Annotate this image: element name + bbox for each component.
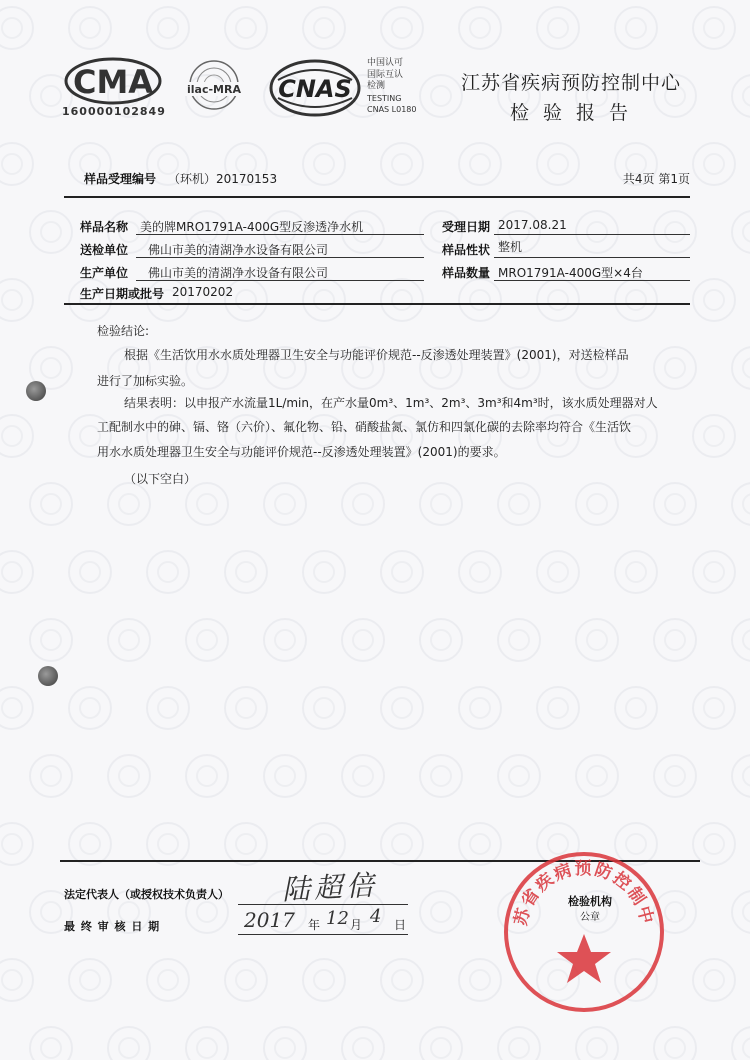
- watermark-emblem: [0, 142, 34, 186]
- watermark-emblem: [263, 754, 307, 798]
- watermark-emblem: [614, 550, 658, 594]
- cnas-caption-line: 国际互认: [367, 69, 404, 80]
- watermark-emblem: [653, 346, 697, 390]
- watermark-emblem: [731, 74, 750, 118]
- cnas-logo: [268, 58, 362, 118]
- watermark-emblem: [419, 482, 463, 526]
- watermark-emblem: [68, 958, 112, 1002]
- watermark-emblem: [341, 1026, 385, 1060]
- seal-caption-line1: 检验机构: [568, 895, 612, 908]
- watermark-emblem: [0, 6, 34, 50]
- official-seal-stamp: [500, 848, 668, 1020]
- cma-number: 160000102849: [62, 105, 166, 118]
- ilac-logo-text: ilac-MRA: [187, 83, 241, 96]
- watermark-emblem: [380, 278, 424, 322]
- watermark-emblem: [419, 754, 463, 798]
- watermark-emblem: [575, 754, 619, 798]
- watermark-emblem: [653, 754, 697, 798]
- watermark-emblem: [653, 210, 697, 254]
- watermark-emblem: [692, 550, 736, 594]
- watermark-emblem: [380, 686, 424, 730]
- watermark-emblem: [302, 958, 346, 1002]
- sender-label: 送检单位: [80, 243, 129, 257]
- watermark-emblem: [653, 482, 697, 526]
- watermark-emblem: [575, 210, 619, 254]
- watermark-emblem: [653, 618, 697, 662]
- watermark-emblem: [653, 1026, 697, 1060]
- watermark-emblem: [458, 6, 502, 50]
- review-date-month-suffix: 月: [350, 918, 363, 932]
- watermark-emblem: [107, 754, 151, 798]
- watermark-emblem: [731, 754, 750, 798]
- watermark-emblem: [458, 958, 502, 1002]
- watermark-emblem: [692, 278, 736, 322]
- conclusion-text: 工配制水中的砷、镉、铬（六价）、氟化物、铅、硝酸盐氮、氯仿和四氯化碳的去除率均符合《生活饮: [97, 420, 632, 434]
- blank-note: （以下空白）: [124, 472, 197, 486]
- watermark-emblem: [302, 6, 346, 50]
- page-info: 共4页 第1页: [622, 172, 690, 186]
- divider-sample-info: [64, 303, 690, 305]
- watermark-emblem: [497, 754, 541, 798]
- cnas-caption-line: 中国认可: [367, 58, 404, 68]
- watermark-emblem: [341, 482, 385, 526]
- watermark-emblem: [731, 890, 750, 934]
- seal-caption-line2: 公章: [580, 912, 600, 923]
- watermark-emblem: [575, 618, 619, 662]
- cma-logo: [62, 55, 164, 123]
- watermark-emblem: [302, 550, 346, 594]
- quantity-value: MRO1791A-400G型×4台: [498, 266, 643, 280]
- cnas-caption-line: 检测: [367, 81, 386, 91]
- review-date-year: 2017: [244, 908, 295, 932]
- watermark-emblem: [68, 550, 112, 594]
- watermark-emblem: [692, 414, 736, 458]
- watermark-emblem: [458, 278, 502, 322]
- watermark-emblem: [0, 414, 34, 458]
- watermark-emblem: [146, 6, 190, 50]
- watermark-emblem: [575, 482, 619, 526]
- watermark-emblem: [458, 686, 502, 730]
- cma-logo-text: CMA: [72, 63, 154, 101]
- review-date-day: 4: [370, 906, 382, 927]
- watermark-emblem: [107, 1026, 151, 1060]
- cnas-caption-line: CNAS L0180: [367, 105, 417, 114]
- watermark-emblem: [224, 958, 268, 1002]
- watermark-emblem: [263, 482, 307, 526]
- underline: [494, 234, 690, 235]
- legal-rep-label: 法定代表人（或授权技术负责人）: [64, 888, 229, 901]
- producer-label: 生产单位: [80, 266, 129, 280]
- watermark-emblem: [380, 142, 424, 186]
- watermark-emblem: [419, 1026, 463, 1060]
- watermark-emblem: [302, 142, 346, 186]
- nature-label: 样品性状: [442, 243, 491, 257]
- watermark-emblem: [497, 618, 541, 662]
- watermark-emblem: [29, 618, 73, 662]
- watermark-emblem: [68, 6, 112, 50]
- conclusion-text: 进行了加标实验。: [97, 374, 194, 388]
- watermark-emblem: [29, 210, 73, 254]
- watermark-emblem: [614, 6, 658, 50]
- underline: [238, 904, 408, 905]
- watermark-emblem: [497, 482, 541, 526]
- org-name: 江苏省疾病预防控制中心: [460, 72, 681, 94]
- watermark-emblem: [0, 822, 34, 866]
- watermark-emblem: [614, 686, 658, 730]
- watermark-emblem: [380, 6, 424, 50]
- underline: [136, 257, 424, 258]
- watermark-emblem: [0, 550, 34, 594]
- watermark-emblem: [29, 754, 73, 798]
- underline: [136, 280, 424, 281]
- watermark-emblem: [146, 550, 190, 594]
- watermark-emblem: [302, 686, 346, 730]
- watermark-emblem: [692, 958, 736, 1002]
- watermark-emblem: [224, 6, 268, 50]
- divider-top: [64, 196, 690, 198]
- watermark-emblem: [263, 618, 307, 662]
- quantity-label: 样品数量: [442, 266, 491, 280]
- watermark-emblem: [536, 686, 580, 730]
- review-date-label: 最 终 审 核 日 期: [64, 920, 161, 933]
- stamp-text: 苏省疾病预防控制中: [510, 859, 658, 928]
- cnas-caption-line: TESTING: [367, 93, 402, 103]
- watermark-emblem: [68, 686, 112, 730]
- watermark-emblem: [536, 142, 580, 186]
- watermark-emblem: [458, 142, 502, 186]
- underline: [494, 257, 690, 258]
- watermark-emblem: [536, 550, 580, 594]
- watermark-emblem: [692, 142, 736, 186]
- watermark-emblem: [0, 278, 34, 322]
- cnas-logo-text: CNAS: [278, 75, 352, 103]
- watermark-emblem: [419, 618, 463, 662]
- watermark-emblem: [0, 686, 34, 730]
- review-date-month: 12: [326, 908, 349, 929]
- producer-value: 佛山市美的清湖净水设备有限公司: [148, 266, 329, 280]
- watermark-emblem: [692, 686, 736, 730]
- cnas-caption: [367, 58, 431, 116]
- underline: [238, 934, 408, 935]
- watermark-emblem: [380, 958, 424, 1002]
- watermark-emblem: [341, 618, 385, 662]
- watermark-emblem: [107, 618, 151, 662]
- signature: 陆超倍: [281, 868, 379, 907]
- watermark-emblem: [575, 1026, 619, 1060]
- watermark-emblem: [419, 890, 463, 934]
- watermark-emblem: [536, 6, 580, 50]
- watermark-emblem: [0, 958, 34, 1002]
- watermark-emblem: [536, 278, 580, 322]
- watermark-emblem: [263, 1026, 307, 1060]
- underline: [494, 280, 690, 281]
- review-date-day-suffix: 日: [394, 918, 407, 932]
- watermark-emblem: [224, 550, 268, 594]
- conclusion-text: 用水水质处理器卫生安全与功能评价规范--反渗透处理装置》(2001)的要求。: [97, 445, 506, 459]
- conclusion-text: 根据《生活饮用水水质处理器卫生安全与功能评价规范--反渗透处理装置》(2001)，对送检样品: [124, 348, 629, 362]
- watermark-emblem: [29, 1026, 73, 1060]
- batch-value: 20170202: [172, 285, 234, 299]
- underline: [136, 234, 424, 235]
- watermark-emblem: [458, 550, 502, 594]
- receipt-no-value: （环机）20170153: [168, 172, 278, 186]
- accept-date-label: 受理日期: [442, 220, 491, 234]
- binder-hole-bottom: [38, 666, 58, 686]
- watermark-emblem: [146, 686, 190, 730]
- watermark-emblem: [692, 6, 736, 50]
- watermark-emblem: [497, 1026, 541, 1060]
- sample-name-value: 美的牌MRO1791A-400G型反渗透净水机: [140, 220, 364, 234]
- watermark-emblem: [29, 482, 73, 526]
- sample-name-label: 样品名称: [80, 220, 129, 234]
- watermark-emblem: [731, 618, 750, 662]
- watermark-emblem: [614, 278, 658, 322]
- watermark-emblem: [224, 686, 268, 730]
- review-date-year-suffix: 年: [308, 918, 321, 932]
- watermark-emblem: [185, 618, 229, 662]
- accept-date-value: 2017.08.21: [498, 218, 567, 232]
- ilac-mra-logo: [172, 60, 256, 114]
- sender-value: 佛山市美的清湖净水设备有限公司: [148, 243, 329, 257]
- watermark-emblem: [731, 1026, 750, 1060]
- watermark-emblem: [185, 1026, 229, 1060]
- receipt-no-label: 样品受理编号: [84, 172, 157, 186]
- watermark-emblem: [302, 278, 346, 322]
- conclusion-heading: 检验结论:: [97, 324, 150, 338]
- watermark-emblem: [341, 754, 385, 798]
- nature-value: 整机: [498, 240, 523, 254]
- binder-hole-top: [26, 381, 46, 401]
- watermark-emblem: [146, 958, 190, 1002]
- watermark-emblem: [731, 482, 750, 526]
- watermark-emblem: [380, 550, 424, 594]
- watermark-emblem: [185, 754, 229, 798]
- report-title: 检 验 报 告: [509, 102, 633, 124]
- watermark-emblem: [731, 210, 750, 254]
- conclusion-text: 结果表明：以申报产水流量1L/min，在产水量0m³、1m³、2m³、3m³和4m³时，该水质处理器对人: [124, 396, 658, 410]
- watermark-emblem: [731, 346, 750, 390]
- batch-label: 生产日期或批号: [80, 287, 165, 301]
